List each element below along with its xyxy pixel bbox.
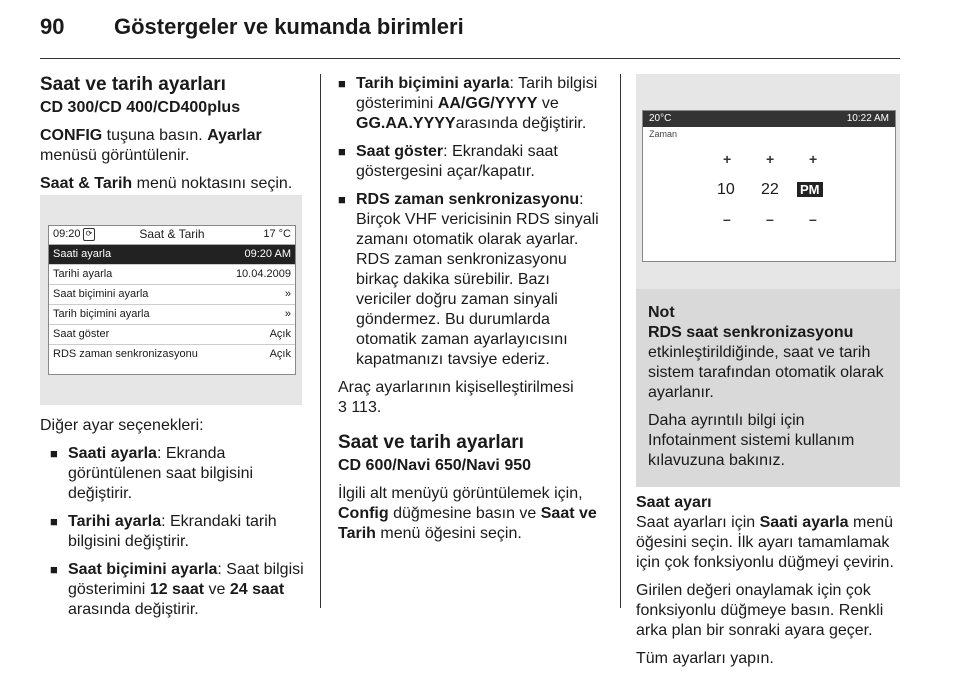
screen-frame bbox=[642, 110, 896, 262]
section-heading: Saat ve tarih ayarları bbox=[338, 432, 524, 453]
column-divider bbox=[320, 74, 321, 608]
paragraph: CONFIG tuşuna basın. Ayarlar menüsü görüntülenir. bbox=[40, 127, 262, 164]
list-item: ■ Saat göster: Ekrandaki saat göstergesini açar/kapatır. bbox=[338, 142, 608, 182]
list-item: ■ RDS zaman senkronizasyonu: Birçok VHF vericisinin RDS sinyali zamanı otomatik olarak ayarlar. RDS zaman senkronizasyonu birkaç dakika sürebilir. Bazı vericiler doğru zaman sinyali göndermez. Bu durumlarda otomatik zaman ayarlayıcısını kapatmanızı tavsiye ederiz. bbox=[338, 190, 608, 370]
note-title: Not bbox=[648, 304, 675, 321]
paragraph: Diğer ayar seçenekleri: bbox=[40, 417, 204, 434]
paragraph: Araç ayarlarının kişiselleştirilmesi 3 113. bbox=[338, 379, 574, 416]
minute-value: 22 bbox=[761, 181, 779, 198]
plus-icon: + bbox=[766, 151, 775, 167]
screen-subtitle: Zaman bbox=[649, 129, 678, 139]
list-item: ■ Tarih biçimini ayarla: Tarih bilgisi gösterimini AA/GG/YYYY ve GG.AA.YYYYarasında değiştirir. bbox=[338, 74, 608, 134]
page-number: 90 bbox=[40, 14, 65, 39]
menu-row: Saat göster Açık bbox=[49, 325, 295, 345]
menu-row: Saati ayarla 09:20 AM bbox=[49, 245, 295, 265]
screen-image-time-setting bbox=[636, 74, 900, 289]
column-divider bbox=[620, 74, 621, 608]
minus-icon: – bbox=[723, 211, 731, 227]
options-list bbox=[50, 444, 305, 620]
middle-column bbox=[338, 74, 608, 552]
subsection-heading: Saat ayarı bbox=[636, 494, 712, 511]
cross-reference: 3 113. bbox=[338, 399, 382, 416]
note-box bbox=[636, 289, 900, 487]
screen-time: 09:20 bbox=[53, 228, 81, 240]
screen-frame bbox=[48, 225, 296, 375]
section-subheading: CD 600/Navi 650/Navi 950 bbox=[338, 457, 532, 474]
screen-temperature: 20°C bbox=[649, 113, 672, 124]
paragraph: Tüm ayarları yapın. bbox=[636, 650, 774, 667]
list-item: ■ Saat biçimini ayarla: Saat bilgisi gösterimini 12 saat ve 24 saat arasında değiştirir. bbox=[50, 560, 305, 620]
screen-statusbar bbox=[643, 111, 895, 127]
paragraph: İlgili alt menüyü görüntülemek için, Config düğmesine basın ve Saat ve Tarih menü öğesini seçin. bbox=[338, 485, 597, 542]
left-column bbox=[40, 74, 305, 202]
note-text: Daha ayrıntılı bilgi için Infotainment sistemi kullanım kılavuzuna bakınız. bbox=[648, 412, 855, 469]
plus-icon: + bbox=[723, 151, 732, 167]
section-subheading: CD 300/CD 400/CD400plus bbox=[40, 99, 241, 116]
screen-time: 10:22 AM bbox=[846, 113, 889, 124]
screen-temperature: 17 °C bbox=[263, 228, 291, 240]
ampm-value: PM bbox=[797, 182, 823, 197]
clock-sync-icon: ⟳ bbox=[83, 228, 95, 241]
note-heading: RDS saat senkronizasyonu bbox=[648, 324, 854, 341]
menu-row: Tarih biçimini ayarla » bbox=[49, 305, 295, 325]
list-item: ■ Saati ayarla: Ekranda görüntülenen saat bilgisini değiştirir. bbox=[50, 444, 305, 504]
minus-icon: – bbox=[809, 211, 817, 227]
page-title: Göstergeler ve kumanda birimleri bbox=[114, 14, 464, 39]
menu-row: Tarihi ayarla 10.04.2009 bbox=[49, 265, 295, 285]
menu-row: Saat biçimini ayarla » bbox=[49, 285, 295, 305]
menu-row: RDS zaman senkronizasyonu Açık bbox=[53, 348, 291, 360]
plus-icon: + bbox=[809, 151, 818, 167]
list-item: ■ Tarihi ayarla: Ekrandaki tarih bilgisini değiştirir. bbox=[50, 512, 305, 552]
screen-title: Saat & Tarih bbox=[139, 227, 205, 241]
paragraph: Saat & Tarih menü noktasını seçin. bbox=[40, 175, 293, 192]
right-column bbox=[636, 289, 900, 677]
header-rule bbox=[40, 58, 900, 59]
paragraph: Saat ayarları için Saati ayarla menü öğesini seçin. İlk ayarı tamamlamak için çok fonksiyonlu düğmeyi çevirin. bbox=[636, 514, 894, 571]
minus-icon: – bbox=[766, 211, 774, 227]
hour-value: 10 bbox=[717, 181, 735, 198]
section-heading: Saat ve tarih ayarları bbox=[40, 74, 226, 95]
note-text: etkinleştirildiğinde, saat ve tarih sistem tarafından otomatik olarak ayarlanır. bbox=[648, 344, 884, 401]
screen-titlebar bbox=[49, 226, 295, 245]
options-list bbox=[338, 74, 608, 370]
screen-image-clock-menu bbox=[40, 195, 302, 405]
paragraph: Girilen değeri onaylamak için çok fonksiyonlu düğmeye basın. Renkli arka plan bir sonraki ayara geçer. bbox=[636, 582, 884, 639]
left-column-lower bbox=[40, 416, 305, 628]
